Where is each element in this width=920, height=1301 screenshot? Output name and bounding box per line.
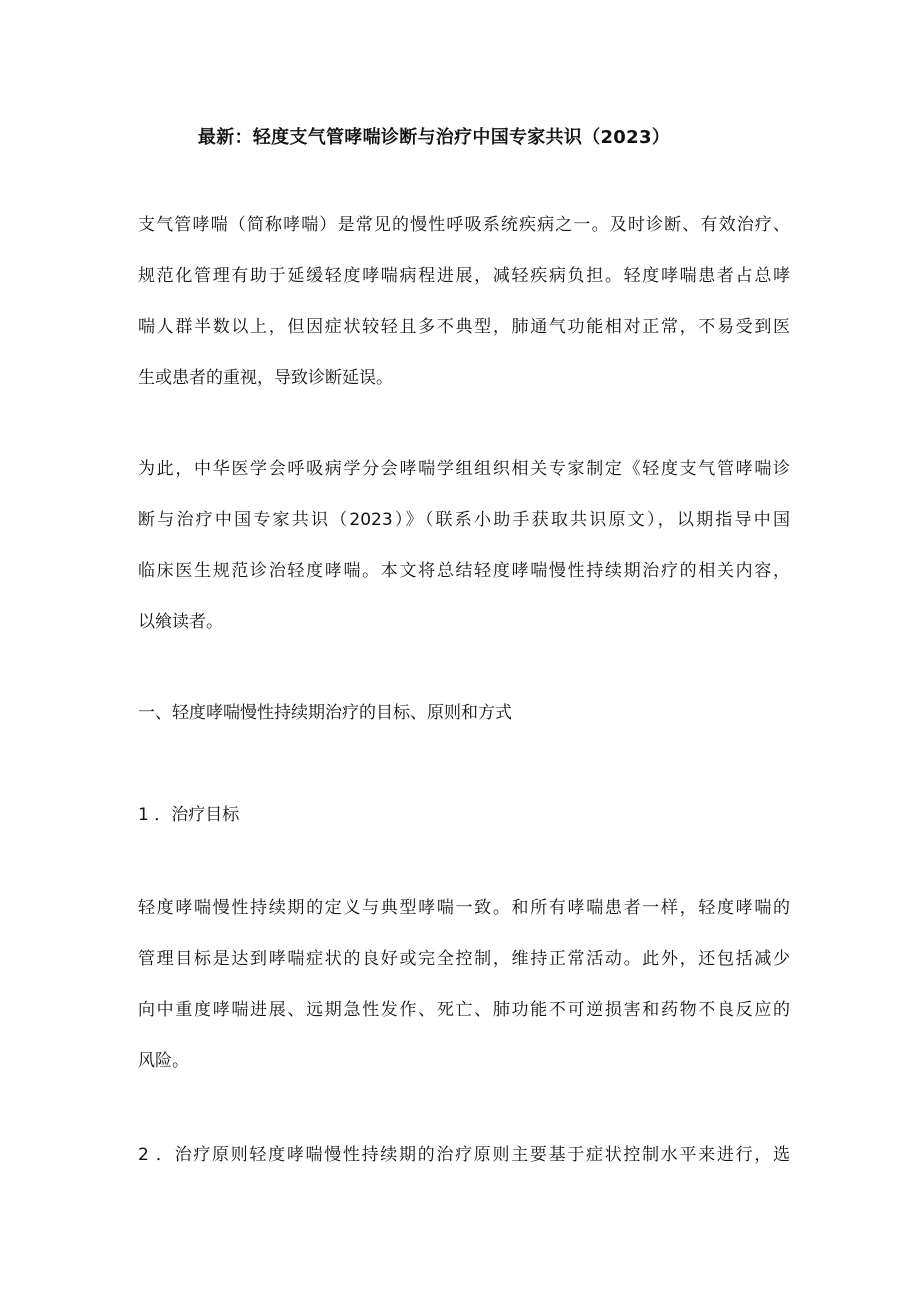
section-heading: 一、轻度哮喘慢性持续期治疗的目标、原则和方式 — [138, 703, 512, 723]
text-line: 风险。 — [138, 1051, 189, 1071]
text-line: 断与治疗中国专家共识（2023）》（联系小助手获取共识原文），以期指导中国 — [138, 510, 790, 530]
paragraph-goals — [138, 895, 790, 1099]
text-line: 规范化管理有助于延缓轻度哮喘病程进展，减轻疾病负担。轻度哮喘患者占总哮 — [138, 266, 790, 286]
text-line: 管理目标是达到哮喘症状的良好或完全控制，维持正常活动。此外，还包括减少 — [138, 949, 790, 969]
text-line: 向中重度哮喘进展、远期急性发作、死亡、肺功能不可逆损害和药物不良反应的 — [138, 1000, 790, 1020]
text-line: 以飨读者。 — [138, 612, 223, 632]
text-line: 为此，中华医学会呼吸病学分会哮喘学组组织相关专家制定《轻度支气管哮喘诊 — [138, 459, 790, 479]
paragraph-purpose — [138, 456, 790, 660]
text-line: 喘人群半数以上，但因症状较轻且多不典型，肺通气功能相对正常，不易受到医 — [138, 317, 790, 337]
text-line: 生或患者的重视，导致诊断延误。 — [138, 368, 393, 388]
document-title: 最新：轻度支气管哮喘诊断与治疗中国专家共识（2023） — [197, 127, 671, 148]
text-line: 2 ．治疗原则轻度哮喘慢性持续期的治疗原则主要基于症状控制水平来进行，选 — [138, 1145, 790, 1165]
text-line: 轻度哮喘慢性持续期的定义与典型哮喘一致。和所有哮喘患者一样，轻度哮喘的 — [138, 898, 790, 918]
paragraph-principles — [138, 1142, 790, 1193]
text-line: 临床医生规范诊治轻度哮喘。本文将总结轻度哮喘慢性持续期治疗的相关内容， — [138, 561, 790, 581]
subsection-heading: 1 ．治疗目标 — [138, 805, 240, 825]
text-line: 支气管哮喘（简称哮喘）是常见的慢性呼吸系统疾病之一。及时诊断、有效治疗、 — [138, 215, 790, 235]
paragraph-intro — [138, 212, 790, 416]
